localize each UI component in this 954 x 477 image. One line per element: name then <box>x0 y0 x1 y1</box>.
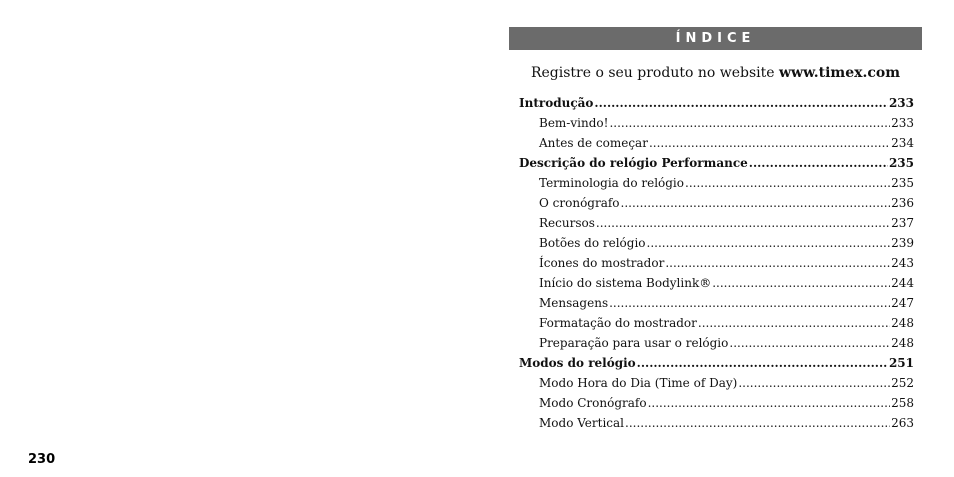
toc-entry-label: Descrição do relógio Performance <box>519 156 748 170</box>
toc-subentry[interactable] <box>519 176 914 196</box>
page-number: 230 <box>28 452 56 467</box>
toc-subentry[interactable] <box>519 376 914 396</box>
toc-dot-leader <box>609 116 890 130</box>
toc-dot-leader <box>698 316 890 330</box>
toc-entry-page: 243 <box>891 256 914 270</box>
toc-section-entry[interactable] <box>519 96 914 116</box>
toc-subentry[interactable] <box>519 296 914 316</box>
website-link[interactable]: www.timex.com <box>779 65 901 81</box>
toc-entry-label: Ícones do mostrador <box>539 256 665 270</box>
toc-dot-leader <box>648 396 891 410</box>
toc-dot-leader <box>637 356 888 370</box>
index-page <box>509 27 922 436</box>
toc-entry-page: 248 <box>891 336 914 350</box>
toc-dot-leader <box>596 216 890 230</box>
toc-dot-leader <box>594 96 888 110</box>
toc-entry-label: Mensagens <box>539 296 609 310</box>
toc-entry-label: Terminologia do relógio <box>539 176 684 190</box>
toc-entry-page: 236 <box>891 196 914 210</box>
toc-entry-label: O cronógrafo <box>539 196 620 210</box>
toc-dot-leader <box>749 156 888 170</box>
toc-subentry[interactable] <box>519 236 914 256</box>
toc-dot-leader <box>729 336 890 350</box>
toc-dot-leader <box>649 136 890 150</box>
toc-entry-page: 234 <box>891 136 914 150</box>
toc-subentry[interactable] <box>519 396 914 416</box>
toc-subentry[interactable] <box>519 216 914 236</box>
toc-entry-page: 237 <box>891 216 914 230</box>
toc-entry-label: Preparação para usar o relógio <box>539 336 729 350</box>
toc-dot-leader <box>609 296 890 310</box>
toc-entry-page: 248 <box>891 316 914 330</box>
toc-entry-label: Formatação do mostrador <box>539 316 697 330</box>
toc-entry-label: Modos do relógio <box>519 356 636 370</box>
toc-entry-page: 235 <box>888 156 914 170</box>
toc-entry-label: Bem-vindo! <box>539 116 609 130</box>
register-text: Registre o seu produto no website <box>530 65 779 81</box>
toc-entry-page: 263 <box>891 416 914 430</box>
toc-entry-label: Antes de começar <box>539 136 648 150</box>
toc-subentry[interactable] <box>519 276 914 296</box>
toc-entry-label: Introdução <box>519 96 594 110</box>
toc-subentry[interactable] <box>519 196 914 216</box>
toc-subentry[interactable] <box>519 136 914 156</box>
toc-entry-page: 258 <box>891 396 914 410</box>
toc-dot-leader <box>625 416 890 430</box>
toc-entry-label: Modo Hora do Dia (Time of Day) <box>539 376 738 390</box>
toc-subentry[interactable] <box>519 336 914 356</box>
table-of-contents <box>509 96 922 436</box>
toc-section-entry[interactable] <box>519 156 914 176</box>
toc-dot-leader <box>647 236 891 250</box>
toc-subentry[interactable] <box>519 256 914 276</box>
toc-dot-leader <box>665 256 890 270</box>
toc-dot-leader <box>685 176 890 190</box>
toc-dot-leader <box>621 196 891 210</box>
toc-entry-page: 247 <box>891 296 914 310</box>
toc-entry-label: Botões do relógio <box>539 236 646 250</box>
toc-entry-page: 244 <box>891 276 914 290</box>
register-line <box>509 65 922 81</box>
toc-entry-label: Início do sistema Bodylink® <box>539 276 712 290</box>
toc-entry-page: 233 <box>891 116 914 130</box>
toc-subentry[interactable] <box>519 116 914 136</box>
toc-entry-page: 252 <box>891 376 914 390</box>
toc-section-entry[interactable] <box>519 356 914 376</box>
toc-entry-label: Modo Cronógrafo <box>539 396 647 410</box>
toc-dot-leader <box>738 376 890 390</box>
toc-subentry[interactable] <box>519 316 914 336</box>
toc-entry-label: Modo Vertical <box>539 416 625 430</box>
toc-dot-leader <box>712 276 890 290</box>
toc-subentry[interactable] <box>519 416 914 436</box>
toc-entry-label: Recursos <box>539 216 595 230</box>
index-title: ÍNDICE <box>509 27 922 50</box>
toc-entry-page: 239 <box>891 236 914 250</box>
toc-entry-page: 233 <box>888 96 914 110</box>
toc-entry-page: 235 <box>891 176 914 190</box>
toc-entry-page: 251 <box>888 356 914 370</box>
